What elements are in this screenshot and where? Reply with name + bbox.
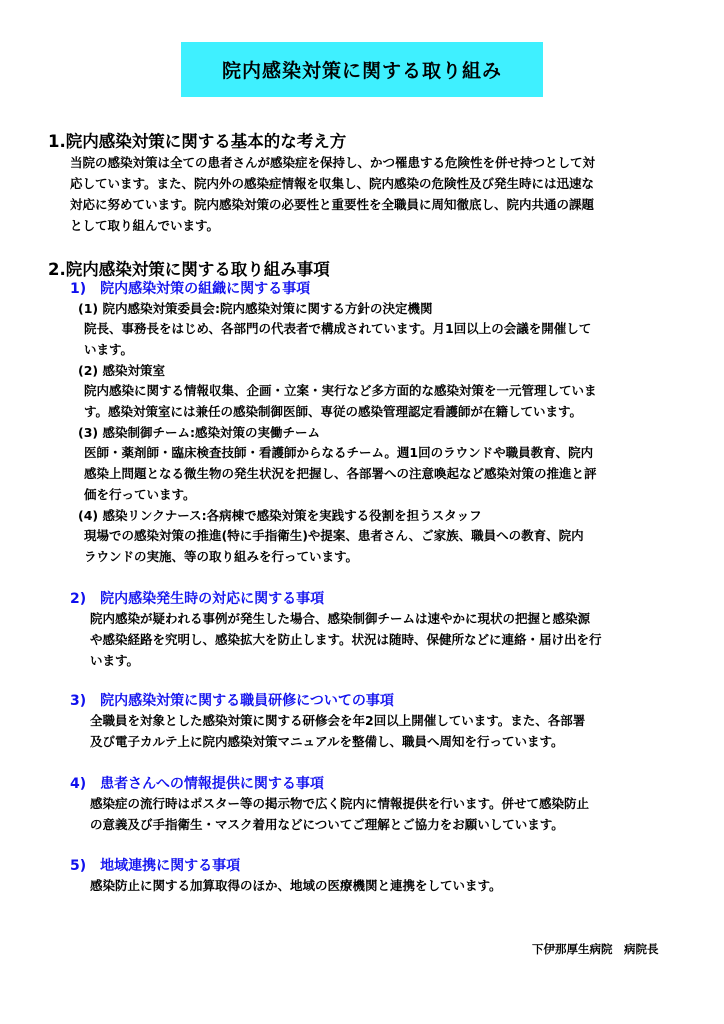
text-line: 医師・薬剤師・臨床検査技師・看護師からなるチーム。週1回のラウンドや職員教育、院内: [84, 445, 594, 460]
item2-body: [84, 380, 597, 422]
sub5-body: [90, 875, 502, 896]
text-line: います。: [84, 342, 134, 357]
text-line: として取り組んでいます。: [70, 218, 220, 233]
sub4-body: [90, 793, 589, 835]
item2-label: (2) 感染対策室: [78, 363, 165, 378]
text-line: ラウンドの実施、等の取り組みを行っています。: [84, 549, 359, 564]
text-line: 院内感染が疑われる事例が発生した場合、感染制御チームは速やかに現状の把握と感染源: [90, 611, 591, 626]
sub5-heading: 5) 地域連携に関する事項: [70, 858, 241, 874]
text-line: 感染上問題となる微生物の発生状況を把握し、各部署への注意喚起など感染対策の推進と評: [84, 466, 597, 481]
text-line: 当院の感染対策は全ての患者さんが感染症を保持し、かつ罹患する危険性を併せ持つとして対: [70, 155, 596, 170]
sub3-body: [90, 710, 585, 752]
sub2-heading: 2) 院内感染発生時の対応に関する事項: [70, 591, 325, 607]
text-line: 現場での感染対策の推進(特に手指衛生)や提案、患者さん、ご家族、職員への教育、院内: [84, 528, 584, 543]
text-line: 価を行っています。: [84, 487, 196, 502]
text-line: 感染防止に関する加算取得のほか、地域の医療機関と連携をしています。: [90, 878, 502, 893]
text-line: 感染症の流行時はポスター等の掲示物で広く院内に情報提供を行います。併せて感染防止: [90, 796, 590, 811]
text-line: 対応に努めています。院内感染対策の必要性と重要性を全職員に周知徹底し、院内共通の課題: [70, 197, 595, 212]
section1-body: [70, 152, 595, 236]
section2-heading: 2.院内感染対策に関する取り組み事項: [48, 260, 330, 279]
text-line: 応しています。また、院内外の感染症情報を収集し、院内感染の危険性及び発生時には迅速な: [70, 176, 595, 191]
item4-label: (4) 感染リンクナース:各病棟で感染対策を実践する役割を担うスタッフ: [78, 508, 482, 523]
sub2-body: [90, 608, 602, 671]
sub4-heading: 4) 患者さんへの情報提供に関する事項: [70, 776, 324, 792]
item3-body: [84, 442, 597, 505]
page-title: 院内感染対策に関する取り組み: [221, 60, 502, 82]
title-box: [181, 42, 543, 97]
text-line: の意義及び手指衛生・マスク着用などについてご理解とご協力をお願いしています。: [90, 817, 564, 832]
item3-label: (3) 感染制御チーム:感染対策の実働チーム: [78, 425, 320, 440]
sub1-heading: 1) 院内感染対策の組織に関する事項: [70, 281, 311, 297]
text-line: 院長、事務長をはじめ、各部門の代表者で構成されています。月1回以上の会議を開催して: [84, 321, 592, 336]
sub3-heading: 3) 院内感染対策に関する職員研修についての事項: [70, 693, 394, 709]
text-line: 及び電子カルテ上に院内感染対策マニュアルを整備し、職員へ周知を行っています。: [90, 734, 564, 749]
section1-heading: 1.院内感染対策に関する基本的な考え方: [48, 132, 347, 151]
item4-body: [84, 525, 584, 567]
signature: 下伊那厚生病院 病院長: [532, 942, 659, 956]
text-line: や感染経路を究明し、感染拡大を防止します。状況は随時、保健所などに連絡・届け出を行: [90, 632, 602, 647]
text-line: 院内感染に関する情報収集、企画・立案・実行など多方面的な感染対策を一元管理していま: [84, 383, 597, 398]
text-line: います。: [90, 653, 140, 668]
text-line: す。感染対策室には兼任の感染制御医師、専従の感染管理認定看護師が在籍しています。: [84, 404, 583, 419]
item1-body: [84, 318, 591, 360]
text-line: 全職員を対象とした感染対策に関する研修会を年2回以上開催しています。また、各部署: [90, 713, 586, 728]
item1-label: (1) 院内感染対策委員会:院内感染対策に関する方針の決定機関: [78, 301, 433, 316]
